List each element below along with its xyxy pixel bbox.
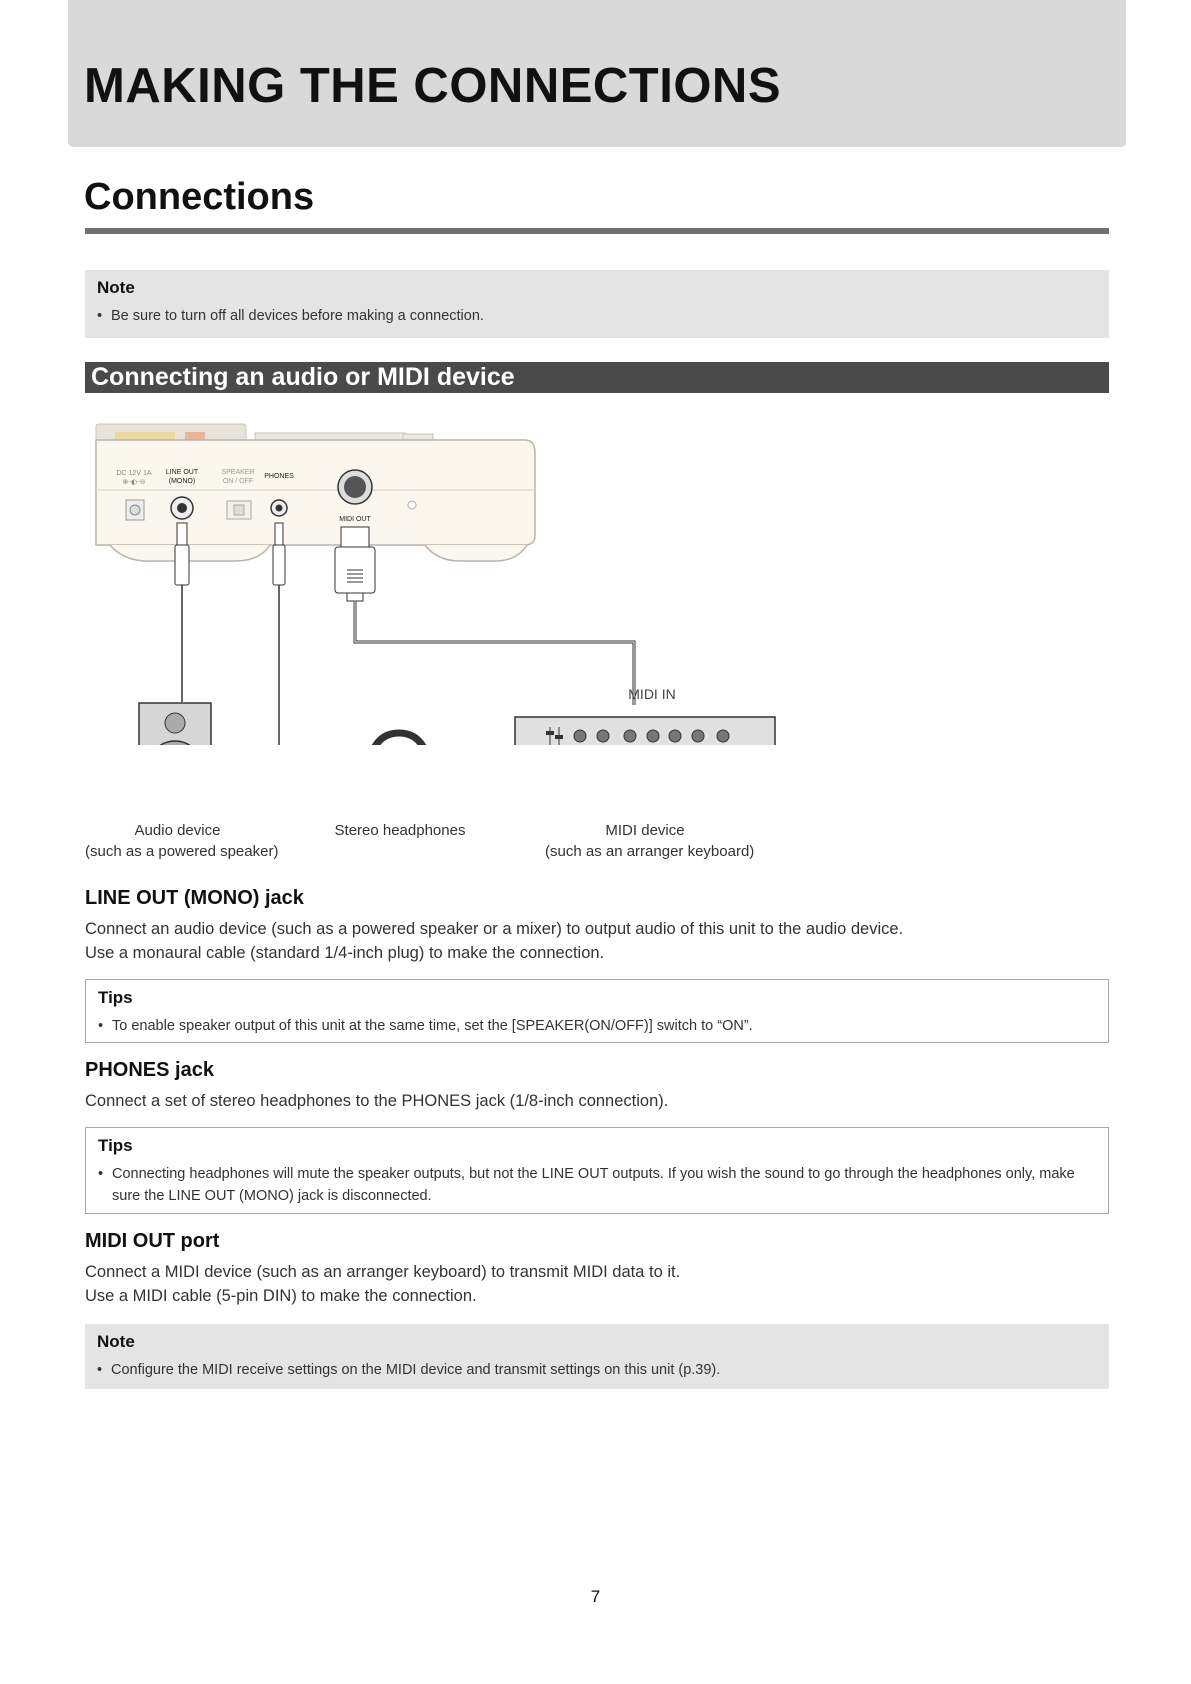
keyboard-knob xyxy=(624,730,636,742)
dc-jack-hole xyxy=(130,505,140,515)
midi-in-label: MIDI IN xyxy=(628,686,676,702)
section-title: Connections xyxy=(84,176,315,218)
keyboard-knob xyxy=(597,730,609,742)
midi-out-port-socket xyxy=(344,476,366,498)
keyboard-knob xyxy=(692,730,704,742)
phones-heading: PHONES jack xyxy=(85,1059,214,1081)
tips-text: To enable speaker output of this unit at the same time, set the [SPEAKER(ON/OFF)] switch to “ON”. xyxy=(112,1018,753,1034)
tips-text-line-1: Connecting headphones will mute the speaker outputs, but not the LINE OUT outputs. If you wish the sound to go through the headphones only, make xyxy=(112,1166,1075,1182)
speaker-switch-knob xyxy=(234,505,244,515)
note-text: Configure the MIDI receive settings on the MIDI device and transmit settings on this unit (p.39). xyxy=(111,1362,721,1378)
midi-out-heading: MIDI OUT port xyxy=(85,1230,220,1252)
midi-plug-head xyxy=(341,527,369,547)
note-box xyxy=(85,270,1109,338)
line-out-jack-hole xyxy=(177,503,187,513)
headphones-headband xyxy=(367,733,431,745)
note-label: Note xyxy=(97,278,135,297)
keyboard-knob xyxy=(669,730,681,742)
connection-illustration xyxy=(85,415,795,745)
note-item xyxy=(97,1359,1097,1381)
polarity-symbol: ⊕-◐-⊖ xyxy=(122,478,146,486)
note-text: Be sure to turn off all devices before making a connection. xyxy=(111,308,484,324)
midi-out-label: MIDI OUT xyxy=(339,516,371,523)
audio-device-caption: Audio device (such as a powered speaker) xyxy=(85,822,279,860)
line-out-tips-box xyxy=(85,979,1109,1043)
phones-plug xyxy=(275,523,283,545)
tips-label: Tips xyxy=(98,988,133,1007)
phones-description: Connect a set of stereo headphones to the PHONES jack (1/8-inch connection). xyxy=(85,1092,669,1110)
note-label: Note xyxy=(97,1332,135,1351)
chapter-title: MAKING THE CONNECTIONS xyxy=(84,59,781,113)
unit-foot-left xyxy=(110,545,270,561)
midi-plug-strain-relief xyxy=(347,593,363,601)
speaker-on-off-label: ON / OFF xyxy=(222,478,254,485)
tips-text-line-2: sure the LINE OUT (MONO) jack is disconnected. xyxy=(112,1188,432,1204)
phones-plug-body xyxy=(273,545,285,585)
keyboard-knob xyxy=(647,730,659,742)
page-number: 7 xyxy=(590,1587,601,1606)
headphones-caption: Stereo headphones xyxy=(334,822,466,839)
line-out-label: LINE OUT xyxy=(165,469,199,476)
bullet-icon: • xyxy=(98,1166,104,1182)
bullet-icon: • xyxy=(97,1362,103,1378)
panel-screw xyxy=(408,501,416,509)
phones-tips-box xyxy=(85,1127,1109,1214)
unit-rear-panel xyxy=(96,440,535,545)
keyboard-knob xyxy=(717,730,729,742)
keyboard-slider-knob xyxy=(555,735,563,739)
line-out-heading: LINE OUT (MONO) jack xyxy=(85,887,304,909)
section-divider xyxy=(85,228,1109,234)
midi-cable-core xyxy=(355,601,634,705)
keyboard-knob xyxy=(574,730,586,742)
line-out-plug xyxy=(177,523,187,545)
midi-out-note-box xyxy=(85,1324,1109,1389)
phones-cable xyxy=(279,585,365,745)
subsection-title: Connecting an audio or MIDI device xyxy=(85,362,1109,393)
speaker-tweeter xyxy=(165,713,185,733)
bullet-icon: • xyxy=(98,1018,104,1034)
keyboard-slider-knob xyxy=(546,731,554,735)
note-item xyxy=(97,305,1097,327)
line-out-plug-body xyxy=(175,545,189,585)
mono-label: (MONO) xyxy=(168,478,196,485)
phones-label: PHONES xyxy=(264,473,294,480)
tips-item xyxy=(98,1015,1096,1037)
midi-out-description: Connect a MIDI device (such as an arranger keyboard) to transmit MIDI data to it. Use a MIDI cable (5-pin DIN) to make the connection. xyxy=(85,1263,681,1305)
tips-item xyxy=(98,1163,1096,1207)
bullet-icon: • xyxy=(97,308,103,324)
dc-jack-label: DC 12V 1A xyxy=(116,470,152,477)
tips-label: Tips xyxy=(98,1136,133,1155)
connection-diagram xyxy=(85,415,795,860)
midi-device-caption: MIDI device (such as an arranger keyboard) xyxy=(545,822,755,860)
midi-cable xyxy=(355,601,634,705)
phones-jack-hole xyxy=(276,505,283,512)
unit-foot-right xyxy=(425,545,527,561)
line-out-description: Connect an audio device (such as a powered speaker or a mixer) to output audio of this unit to the audio device. Use a monaural cable (standard 1/4-inch plug) to make the connection. xyxy=(85,920,904,962)
speaker-label: SPEAKER xyxy=(221,469,255,476)
